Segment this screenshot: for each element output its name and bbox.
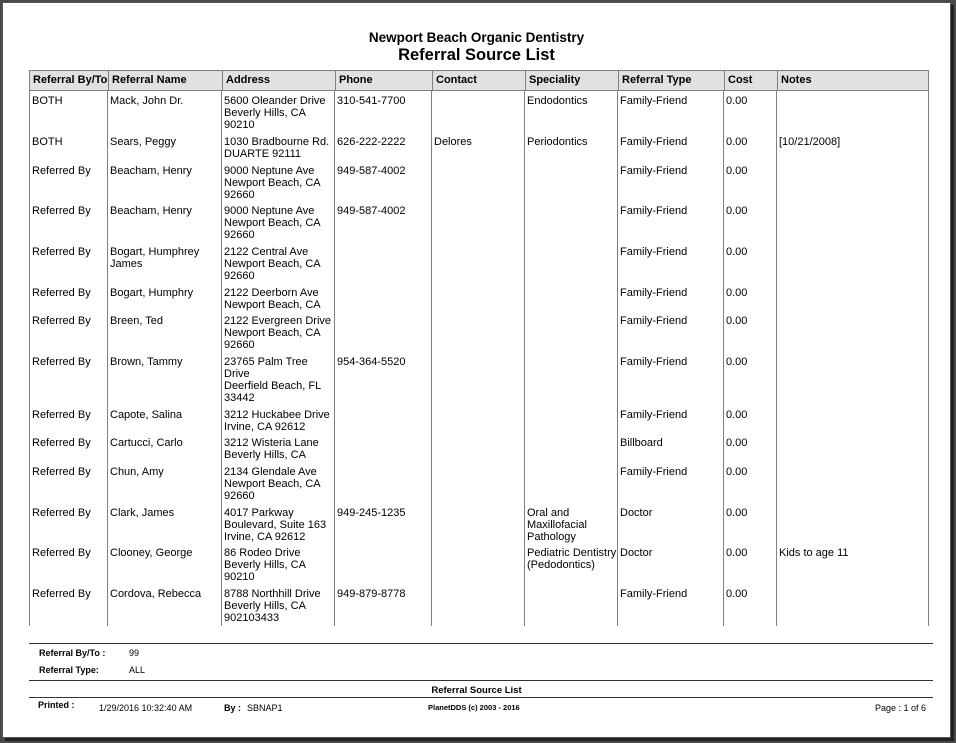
organization-name: Newport Beach Organic Dentistry: [368, 30, 585, 45]
cell-cost: 0.00: [726, 95, 748, 107]
cell-name: Beacham, Henry: [110, 205, 192, 217]
cell-name: Brown, Tammy: [110, 356, 183, 368]
cell-type: Family-Friend: [620, 246, 688, 258]
cell-name: Capote, Salina: [110, 409, 183, 421]
cell-phone: 954-364-5520: [337, 356, 406, 368]
column-header-referral-by-to: Referral By/To: [33, 74, 108, 86]
report-page: [2, 2, 951, 738]
cell-name: Bogart, Humphrey James: [110, 246, 200, 270]
cell-speciality: Endodontics: [527, 95, 588, 107]
filter-by-to-label: Referral By/To :: [39, 648, 106, 658]
cell-type: Billboard: [620, 437, 663, 449]
cell-name: Mack, John Dr.: [110, 95, 184, 107]
printed-by-value: SBNAP1: [247, 703, 283, 713]
cell-name: Beacham, Henry: [110, 165, 192, 177]
cell-address: 4017 Parkway Boulevard, Suite 163 Irvine, CA 92612: [224, 507, 327, 543]
column-header-address: Address: [222, 71, 335, 90]
cell-cost: 0.00: [726, 315, 748, 327]
cell-by-to: Referred By: [32, 315, 91, 327]
cell-phone: 949-587-4002: [337, 165, 406, 177]
cell-address: 5600 Oleander Drive Beverly Hills, CA 90210: [224, 95, 326, 131]
cell-cost: 0.00: [726, 205, 748, 217]
cell-speciality: Periodontics: [527, 136, 588, 148]
column-header-notes: Notes: [777, 71, 928, 90]
cell-address: 3212 Wisteria Lane Beverly Hills, CA: [224, 437, 319, 461]
cell-type: Family-Friend: [620, 315, 688, 327]
cell-name: Breen, Ted: [110, 315, 164, 327]
cell-by-to: Referred By: [32, 205, 91, 217]
cell-type: Doctor: [620, 547, 653, 559]
cell-cost: 0.00: [726, 507, 748, 519]
cell-name: Sears, Peggy: [110, 136, 177, 148]
cell-name: Cordova, Rebecca: [110, 588, 202, 600]
cell-phone: 626-222-2222: [337, 136, 406, 148]
cell-address: 9000 Neptune Ave Newport Beach, CA 92660: [224, 205, 321, 241]
table-border-right: [928, 91, 929, 626]
cell-by-to: Referred By: [32, 588, 91, 600]
cell-name: Cartucci, Carlo: [110, 437, 183, 449]
cell-type: Family-Friend: [620, 95, 688, 107]
cell-name: Bogart, Humphry: [110, 287, 194, 299]
filter-type-label: Referral Type:: [39, 665, 99, 675]
cell-by-to: Referred By: [32, 287, 91, 299]
column-header-speciality: Speciality: [525, 71, 618, 90]
cell-cost: 0.00: [726, 287, 748, 299]
cell-phone: 949-245-1235: [337, 507, 406, 519]
cell-cost: 0.00: [726, 136, 748, 148]
report-title: Referral Source List: [398, 46, 555, 64]
cell-type: Family-Friend: [620, 466, 688, 478]
cell-type: Family-Friend: [620, 165, 688, 177]
cell-notes: [10/21/2008]: [779, 136, 841, 148]
cell-notes: Kids to age 11: [779, 547, 849, 559]
cell-type: Family-Friend: [620, 136, 688, 148]
cell-by-to: Referred By: [32, 507, 91, 519]
cell-by-to: Referred By: [32, 409, 91, 421]
cell-address: 23765 Palm Tree Drive Deerfield Beach, FL 33442: [224, 356, 322, 404]
cell-type: Family-Friend: [620, 588, 688, 600]
cell-cost: 0.00: [726, 547, 748, 559]
column-divider: [524, 91, 525, 626]
cell-by-to: Referred By: [32, 356, 91, 368]
column-divider: [776, 91, 777, 626]
cell-cost: 0.00: [726, 409, 748, 421]
cell-name: Chun, Amy: [110, 466, 164, 478]
cell-phone: 949-879-8778: [337, 588, 406, 600]
cell-by-to: BOTH: [32, 95, 63, 107]
cell-cost: 0.00: [726, 246, 748, 258]
filter-by-to-value: 99: [129, 648, 140, 658]
printed-by-label: By :: [224, 703, 242, 713]
cell-address: 9000 Neptune Ave Newport Beach, CA 92660: [224, 165, 321, 201]
column-header-referral-type: Referral Type: [618, 71, 724, 90]
cell-cost: 0.00: [726, 165, 748, 177]
cell-by-to: Referred By: [32, 246, 91, 258]
cell-by-to: Referred By: [32, 437, 91, 449]
cell-address: 2122 Central Ave Newport Beach, CA 92660: [224, 246, 321, 282]
cell-phone: 949-587-4002: [337, 205, 406, 217]
column-header-contact: Contact: [432, 71, 525, 90]
cell-address: 8788 Northhill Drive Beverly Hills, CA 902103433: [224, 588, 321, 624]
printed-label: Printed :: [38, 700, 75, 710]
cell-speciality: Oral and Maxillofacial Pathology: [527, 507, 587, 543]
cell-type: Family-Friend: [620, 287, 688, 299]
filter-type-value: ALL: [129, 665, 146, 675]
copyright-text: PlanetDDS (c) 2003 - 2016: [428, 703, 520, 712]
divider: [29, 680, 933, 681]
cell-contact: Delores: [434, 136, 472, 148]
cell-by-to: Referred By: [32, 466, 91, 478]
footer-report-name: Referral Source List: [431, 685, 522, 696]
cell-type: Family-Friend: [620, 205, 688, 217]
printed-value: 1/29/2016 10:32:40 AM: [99, 703, 193, 713]
cell-cost: 0.00: [726, 437, 748, 449]
cell-name: Clooney, George: [110, 547, 193, 559]
cell-by-to: BOTH: [32, 136, 63, 148]
cell-cost: 0.00: [726, 356, 748, 368]
cell-type: Family-Friend: [620, 356, 688, 368]
cell-phone: 310-541-7700: [337, 95, 406, 107]
cell-type: Doctor: [620, 507, 653, 519]
cell-address: 3212 Huckabee Drive Irvine, CA 92612: [224, 409, 330, 433]
column-header-phone: Phone: [335, 71, 432, 90]
divider: [29, 643, 933, 644]
cell-speciality: Pediatric Dentistry (Pedodontics): [527, 547, 617, 571]
page-number: Page : 1 of 6: [875, 703, 927, 713]
divider: [29, 697, 933, 698]
cell-type: Family-Friend: [620, 409, 688, 421]
cell-address: 2134 Glendale Ave Newport Beach, CA 92660: [224, 466, 321, 502]
cell-address: 1030 Bradbourne Rd. DUARTE 92111: [224, 136, 330, 160]
cell-address: 2122 Deerborn Ave Newport Beach, CA: [224, 287, 321, 311]
cell-name: Clark, James: [110, 507, 175, 519]
cell-cost: 0.00: [726, 588, 748, 600]
cell-by-to: Referred By: [32, 165, 91, 177]
column-divider: [431, 91, 432, 626]
cell-cost: 0.00: [726, 466, 748, 478]
cell-address: 2122 Evergreen Drive Newport Beach, CA 92660: [224, 315, 332, 351]
cell-by-to: Referred By: [32, 547, 91, 559]
column-header-cost: Cost: [724, 71, 777, 90]
table-header: [29, 70, 929, 91]
column-header-referral-name: Referral Name: [108, 71, 222, 90]
cell-address: 86 Rodeo Drive Beverly Hills, CA 90210: [224, 547, 306, 583]
